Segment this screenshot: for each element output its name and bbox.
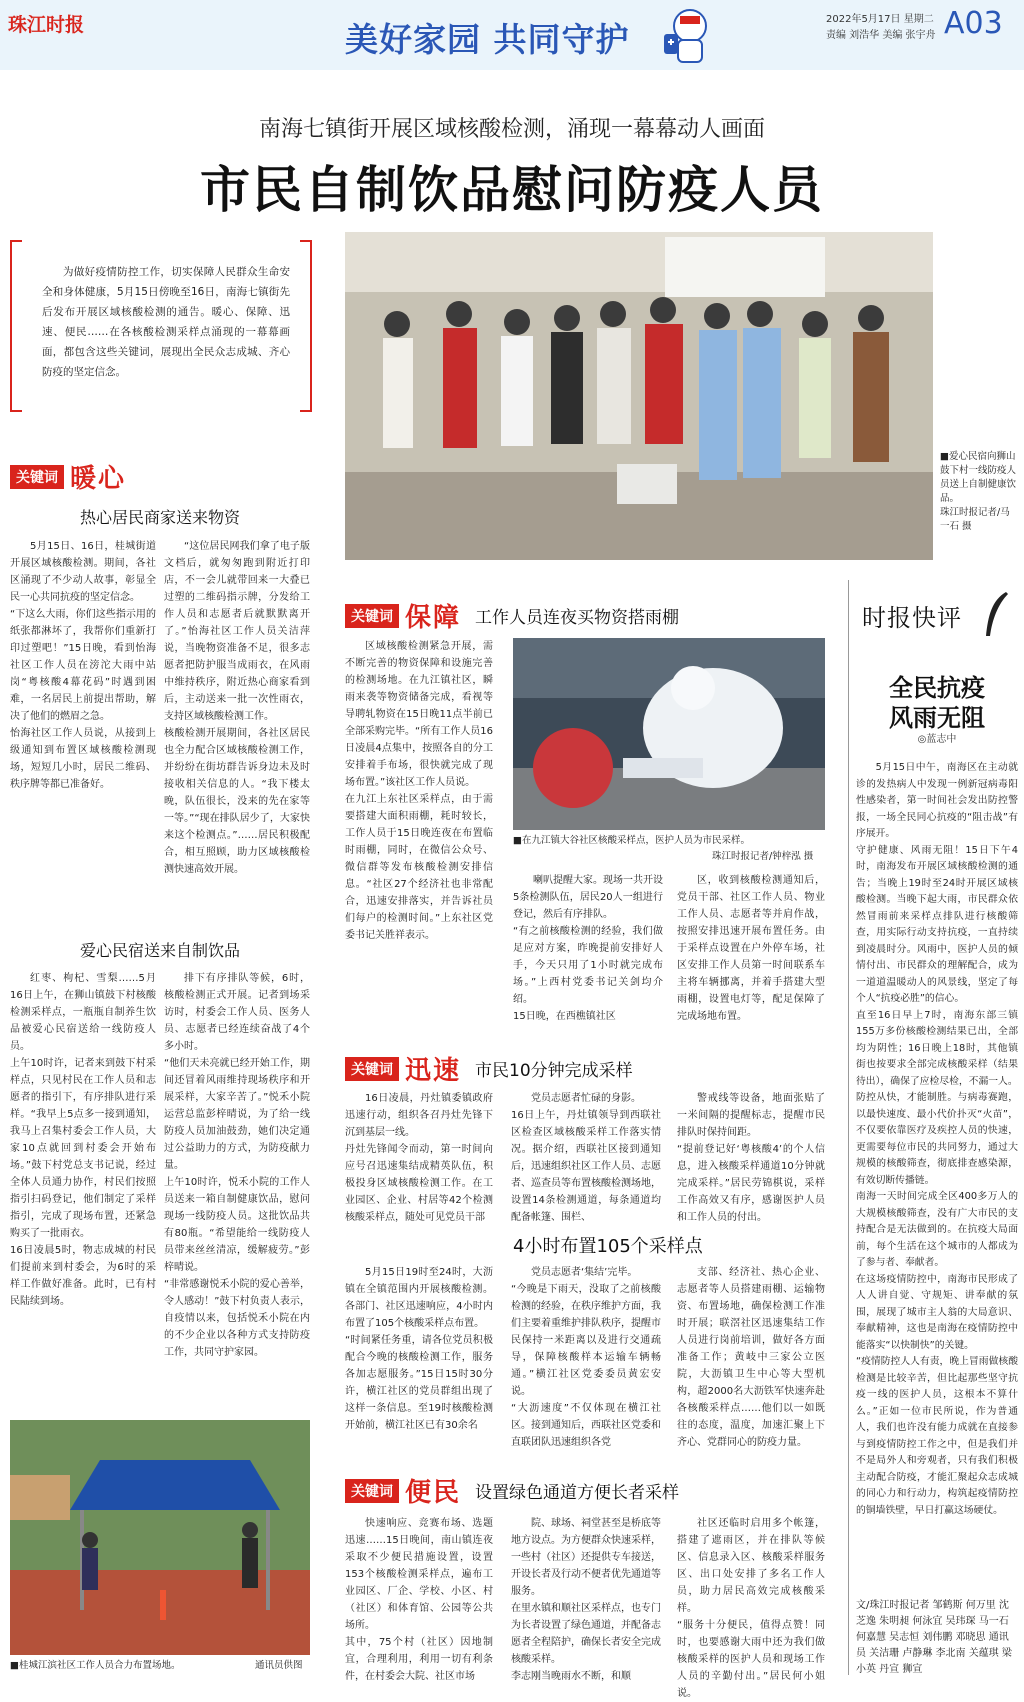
commentary-title-1: 全民抗疫 bbox=[889, 673, 985, 702]
article-column: 红枣、枸杞、雪梨……5月16日上午，在狮山镇鼓下村核酸检测采样点，一瓶瓶自制养生饮品被爱心民宿送给一线防疫人员。 上午10时许，记者来到鼓下村采样点，只见村民在工作人员和志愿者的指引下，有序排队进行采样。“我早上5点多一接到通知，我马上召集村委会工作人员，大家10点就回到村委会开始布场。”鼓下村党总支书记说，经过全体人员通力协作，村民们按照指引扫码登记，他们制定了采样指引，完成了现场布置，还紧急购买了一批雨衣。 16日凌晨5时，物志成城的村民们提前来到村委会，为6时的采样工作做好准备。此时，已有村民陆续到场。 bbox=[10, 973, 156, 1307]
commentary-author: ◎蓝志中 bbox=[917, 734, 957, 745]
commentary-text: 5月15日中午，南海区在主动就诊的发热病人中发现一例新冠病毒阳性感染者，第一时间社会发出防控警报，一场全民同心抗疫的“阻击战”有序展开。 守护健康、风雨无阻！15日下午4时，南海发布开展区域核酸检测的通告；当晚上19时至24时开展区域核酸检测。当晚下起大雨，市民群众依然冒雨前来采样点排队进行核酸筛查，用实际行动支持抗疫，一直持续到凌晨时分。风雨中，医护人员的倾情付出、市民群众的理解配合，成为一道道温暖动人的风景线，坚定了每个人“抗疫必胜”的信心。 直至16日早上7时，南海东部三镇155万多份核酸检测结果已出，全部均为阴性；16日晚上18时，其他镇街也按要求全部完成核酸采样（结果待出），确保了应检尽检，不漏一人。 防控从快，才能制胜。与病毒赛跑，以最快速度、最小代价扑灭“火苗”，不仅要依靠医疗及疾控人员的快速，更需要每位市民的共同努力，通过大规模的核酸筛查，彻底排查感染源，有效切断传播链。 南海一天时间完成全区400多万人的大规模核酸筛查，没有广大市民的支持配合是无法做到的。在抗疫大局面前，每个生活在这个城市的人都成为了参与者、奉献者。 在这场疫情防控中，南海市民形成了人人讲自觉、守规矩、讲奉献的氛围，展现了城市主人翁的大局意识、奉献精神，这也是南海在疫情防控中能落实“以快制快”的关键。 “疫情防控人人有责，晚上冒雨做核酸检测是比较辛苦，但比起那些坚守抗疫一线的医护人员，这根本不算什么。”正如一位市民所说，作为普通人，我们也许没有能力成就在直接参与到疫情防控工作之中，但是我们并不是局外人和旁观者，只有我们积极主动配合防疫，才能汇聚起众志成城的同心力和行动力，构筑起疫情防控的铜墙铁壁，早日打赢这场硬仗。 bbox=[856, 762, 1018, 1516]
article-column: 16日凌晨，丹灶镇委镇政府迅速行动，组织各召丹灶先锋下沉到基层一线。 丹灶先锋闻令而动，第一时间向应号召迅速集结成精英队伍，积极投身区域核酸检测工作。在工业园区、企业、村居等42个检测核酸采样点，随处可见党员干部 bbox=[345, 1093, 493, 1223]
section-title: 设置绿色通道方便长者采样 bbox=[475, 1483, 680, 1503]
keyword-text: 暖心 bbox=[70, 464, 127, 494]
bottom-photo bbox=[10, 1420, 310, 1655]
top-photo bbox=[345, 232, 933, 560]
keyword-text: 便民 bbox=[405, 1478, 462, 1508]
guarantee-photo-credit: 珠江时报记者/钟梓泓 摄 bbox=[712, 851, 814, 862]
keyword-tag-speed bbox=[345, 1050, 633, 1087]
keyword-text: 保障 bbox=[405, 603, 462, 633]
intro-text: 为做好疫情防控工作，切实保障人民群众生命安全和身体健康，5月15日傍晚至16日，南海七镇街先后发布开展区域核酸检测的通告。暖心、保障、迅速、便民……在各核酸检测采样点涌现的一幕幕画面，都包含这些关键词，展现出全民众志成城、齐心防疫的坚定信念。 bbox=[42, 266, 290, 378]
article-column: 党员志愿者忙碌的身影。 16日上午，丹灶镇领导到西联社区检查区域核酸采样工作落实情况。据介绍，西联社区接到通知后，迅速组织社区工作人员、志愿者、巡查员等布置核酸检测场地，设置14条检测通道，每条通道均配备帐篷、围栏、 bbox=[511, 1093, 661, 1223]
article-column: 警戒线等设备，地面张贴了一米间隔的提醒标志，提醒市民排队时保持间距。 “提前登记好‘粤核酸4’的个人信息，进入核酸采样通道10分钟就完成采样。”居民劳锦棋说，采样工作高效又有序，感谢医护人员和工作人员的付出。 bbox=[677, 1093, 825, 1223]
bottom-photo-credit: 通讯员供图 bbox=[255, 1660, 303, 1671]
article-column: 快速响应、竞赛布场、选题迅速……15日晚间，南山镇连夜采取不少便民措施设置，设置153个核酸检测采样点，遍布工业园区、厂企、学校、小区、村（社区）和体育馆、公园等公共场所。 其中，75个村（社区）因地制宜，合理利用，利用一切有利条件，在村委会大院、社区市场 bbox=[345, 1518, 493, 1682]
article-column: 区，收到核酸检测通知后，党员干部、社区工作人员、物业工作人员、志愿者等并肩作战，按照安排迅速开展布置任务。由于采样点设置在户外停车场，社区安排工作人员第一时间联系车主将车辆挪离，并着手搭建大型雨棚，设置电灯等，配足保障了完成场地布置。 bbox=[677, 875, 825, 1022]
article-column: 社区还临时启用多个帐篷，搭建了遮雨区，并在排队等候区、信息录入区、核酸采样服务区、出口处安排了多名工作人员，助力居民高效完成核酸采样。 “服务十分便民，值得点赞！同时，也要感谢大雨中还为我们做核酸采样的医护人员和现场工作人员的辛勤付出。”居民何小姐说。 bbox=[677, 1518, 825, 1699]
guarantee-photo-caption: ■在九江镇大谷社区核酸采样点，医护人员为市民采样。 bbox=[513, 835, 750, 846]
keyword-label: 关键词 bbox=[10, 465, 64, 489]
masthead-slogan: 美好家园 共同守护 bbox=[345, 20, 630, 59]
section-subtitle: 4小时布置105个采样点 bbox=[513, 1236, 703, 1257]
commentary-badge bbox=[862, 598, 1012, 642]
mascot-icon bbox=[660, 4, 720, 66]
keyword-text: 迅速 bbox=[405, 1056, 462, 1086]
article-column: 党员志愿者‘集结’完毕。 “今晚是下雨天，没取了之前核酸检测的经验，在秩序维护方面，我们主要着重维护排队秩序，提醒市民保持一米距离以及进行交通疏导，保障核酸样本运输车辆畅通。”横江社区党委委员黄宏安说。 “大沥速度”不仅体现在横江社区。接到通知后，西联社区党委和直联团队迅速组织各党 bbox=[511, 1267, 661, 1448]
article-column: 支部、经济社、热心企业、志愿者等人员搭建雨棚、运输物资、布置场地，确保检测工作准时开展；联滘社区迅速集结工作人员进行岗前培训，做好各方面准备工作；黄岐中三家公立医院，大沥镇卫生中心等大型机构，超2000名大沥铁军快速奔赴各核酸采样点……他们以一如既往的态度，温度，加速汇聚上下齐心、党群同心的防疫力量。 bbox=[677, 1267, 825, 1448]
article-column: 喇叭提醒大家。现场一共开设5条检测队伍，居民20人一组进行登记，然后有序排队。 “有之前核酸检测的经验，我们做足应对方案，昨晚提前安排好人手，今天只用了1小时就完成布场。”上西村党委书记关剑均介绍。 15日晚，在西樵镇社区 bbox=[513, 875, 663, 1022]
article-column: 排下有序排队等候，6时，核酸检测正式开展。记者到场采访时，村委会工作人员、医务人员、志愿者已经连续奋战了4个多小时。 “他们天未亮就已经开始工作，期间还冒着风雨维持现场秩序和开展采样，大家辛苦了。”悦禾小院运营总监彭梓晴说，为了给一线防疫人员加油鼓劲，她们决定通过公益助力的方式，为防疫献力量。 上午10时许，悦禾小院的工作人员送来一箱自制健康饮品，慰问现场一线防疫人员。这批饮品共有80瓶。“希望能给一线防疫人员带来丝丝清凉，缓解疲劳。”彭梓晴说。 “非常感谢悦禾小院的爱心善举，令人感动！”鼓下村负责人表示，自疫情以来，包括悦禾小院在内的不少企业以各种方式支持防疫工作，共同守护家园。 bbox=[164, 973, 310, 1358]
issue-date: 2022年5月17日 星期二 bbox=[826, 14, 934, 25]
commentary-divider bbox=[848, 580, 849, 1675]
commentary-badge-text: 时报快评 bbox=[862, 604, 962, 632]
article-column: 5月15日19时至24时，大沥镇在全镇范围内开展核酸检测。各部门、社区迅速响应，4小时内布置了105个核酸采样点布置。 “时间紧任务重，请各位党员积极配合今晚的核酸检测工作，服务各加志愿服务。”15日15时30分许，横江社区的党员群组出现了这样一条信息。至19时核酸检测开始前，横江社区已有30余名 bbox=[345, 1267, 493, 1431]
keyword-tag-convenience bbox=[345, 1472, 679, 1509]
page-number: A03 bbox=[944, 6, 1003, 41]
headline-main: 市民自制饮品慰问防疫人员 bbox=[200, 160, 824, 219]
masthead bbox=[0, 0, 1024, 70]
newspaper-logo: 珠江时报 bbox=[8, 14, 85, 36]
quill-icon bbox=[982, 590, 1010, 642]
keyword-label: 关键词 bbox=[345, 1479, 399, 1503]
top-photo-caption: ■爱心民宿向狮山鼓下村一线防疫人员送上自制健康饮品。 珠江时报记者/马一石 摄 bbox=[940, 451, 1017, 532]
commentary-credits: 文/珠江时报记者 邹鹤斯 何万里 沈芝逸 朱明昶 何泳宜 吴玮琛 马一石 何嘉慧 吴志恒 刘伟鹏 邓晓思 通讯员 关洁珊 卢静琳 李北南 关蕴琪 梁小英 丹宣 狮宣 bbox=[856, 1600, 1012, 1675]
headline-kicker: 南海七镇街开展区域核酸检测，涌现一幕幕动人画面 bbox=[258, 117, 765, 142]
guarantee-photo bbox=[513, 638, 825, 830]
article-column: 院、球场、祠堂甚至是桥底等地方设点。为方便群众快速采样，一些村（社区）还提供专车接送，开设长者及行动不便者优先通道等服务。 在里水镇和顺社区采样点，也专门为长者设置了绿色通道，并配备志愿者全程陪护，确保长者安全完成核酸采样。 李志刚当晚雨水不断，和顺 bbox=[511, 1518, 661, 1682]
article-column: 5月15日、16日，桂城街道开展区域核酸检测。期间，各社区涌现了不少动人故事，彰显全民一心共同抗疫的坚定信念。 “下这么大雨，你们这些指示用的纸张都淋坏了，我帮你们重新打印过塑吧！”15日晚，看到怡海社区工作人员在滂沱大雨中站岗“粤核酸4幕花码”时遇到困难，一名居民上前提出帮助，解决了他们的燃眉之急。 怡海社区工作人员说，从接到上级通知到布置区域核酸检测现场，短短几小时，居民二维码、秩序牌等都已准备好。 bbox=[10, 541, 156, 790]
section-title: 市民10分钟完成采样 bbox=[475, 1061, 633, 1081]
section-title: 工作人员连夜买物资搭雨棚 bbox=[475, 608, 680, 628]
intro-box bbox=[10, 240, 312, 412]
keyword-label: 关键词 bbox=[345, 604, 399, 628]
page-editors: 责编 刘浩华 美编 张宇舟 bbox=[826, 30, 936, 41]
article-column: 区域核酸检测紧急开展，需不断完善的物资保障和设施完善的检测场地。在九江镇社区，瞬雨来袭等物资储备完成，看视等导聘轧物资在15日晚11点半前已全部采购完毕。“所有工作人员16日凌晨4点集中，按照各自的分工安排着手布场，很快就完成了现场布置。”该社区工作人员说。 在九江上东社区采样点，由于需要搭建大面积雨棚，耗时较长，工作人员于15日晚连夜在布置临时雨棚，同时，在微信公众号、微信群等发布核酸检测安排信息。“社区27个经济社也非常配合，迅速安排落实，并告诉社员们每户的检测时间。”上东社区党委书记关胜祥表示。 bbox=[345, 641, 493, 941]
section-subtitle: 爱心民宿送来自制饮品 bbox=[79, 941, 240, 960]
section-subtitle: 热心居民商家送来物资 bbox=[79, 508, 240, 527]
bottom-photo-caption: ■桂城江滨社区工作人员合力布置场地。 bbox=[10, 1660, 181, 1671]
commentary-title-2: 风雨无阻 bbox=[889, 703, 985, 732]
article-column: “这位居民网我们拿了电子版文档后，就匆匆跑到附近打印店，不一会儿就带回来一大叠已过塑的二维码指示牌，分发给工作人员和志愿者后就默默离开了。”怡海社区工作人员关洁萍说，当晚物资准备不足，很多志愿者把防护服当成雨衣，在风雨中维持秩序，附近热心商家看到后，主动送来一批一次性雨衣，支持区域核酸检测工作。 核酸检测开展期间，各社区居民也全力配合区域核酸检测工作，并纷纷在街坊群告诉身边未及时接收相关信息的人。“我下楼太晚，队伍很长，没来的先在家等一等。”“现在排队居少了，大家快来这个检测点。”……居民积极配合，相互照顾，助力区域核酸检测快速高效开展。 bbox=[164, 541, 310, 875]
keyword-tag-warm bbox=[10, 458, 126, 495]
keyword-label: 关键词 bbox=[345, 1057, 399, 1081]
keyword-tag-guarantee bbox=[345, 597, 679, 634]
